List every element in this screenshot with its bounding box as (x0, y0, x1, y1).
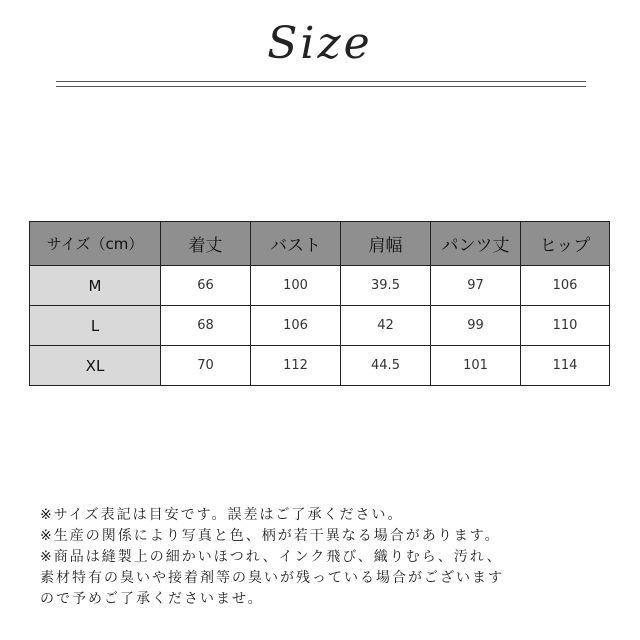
note-line: ので予めご了承くださいませ。 (40, 591, 264, 607)
size-table (29, 221, 610, 386)
note-line: 素材特有の臭いや接着剤等の臭いが残っている場合がございます (40, 570, 504, 586)
table-cell: 70 (161, 346, 251, 386)
header-bust: バスト (251, 222, 341, 266)
page-title: Size (267, 18, 373, 69)
note-line: ※商品は縫製上の細かいほつれ、インク飛び、織りむら、汚れ、 (40, 549, 503, 565)
title-divider-top (56, 81, 586, 82)
table-cell: 106 (521, 266, 610, 306)
table-header-row (30, 222, 610, 266)
note-line: ※生産の関係により写真と色、柄が若干異なる場合があります。 (40, 528, 501, 544)
title-divider-bottom (56, 86, 586, 87)
table-cell: 99 (431, 306, 521, 346)
table-cell: 101 (431, 346, 521, 386)
table-row (30, 266, 610, 306)
table-cell: 110 (521, 306, 610, 346)
table-row (30, 346, 610, 386)
table-cell: 112 (251, 346, 341, 386)
header-pants-length: パンツ丈 (431, 222, 521, 266)
note-line: ※サイズ表記は目安です。誤差はご了承ください。 (40, 507, 404, 523)
table-cell: 42 (341, 306, 431, 346)
table-row (30, 306, 610, 346)
table-cell: 114 (521, 346, 610, 386)
header-size: サイズ（cm） (30, 222, 161, 266)
table-cell: 44.5 (341, 346, 431, 386)
notes-block (40, 505, 620, 610)
row-size-label: XL (30, 346, 161, 386)
header-hip: ヒップ (521, 222, 610, 266)
table-cell: 97 (431, 266, 521, 306)
table-cell: 66 (161, 266, 251, 306)
row-size-label: M (30, 266, 161, 306)
header-length: 着丈 (161, 222, 251, 266)
table-cell: 68 (161, 306, 251, 346)
table-cell: 100 (251, 266, 341, 306)
header-shoulder: 肩幅 (341, 222, 431, 266)
row-size-label: L (30, 306, 161, 346)
table-cell: 106 (251, 306, 341, 346)
table-cell: 39.5 (341, 266, 431, 306)
